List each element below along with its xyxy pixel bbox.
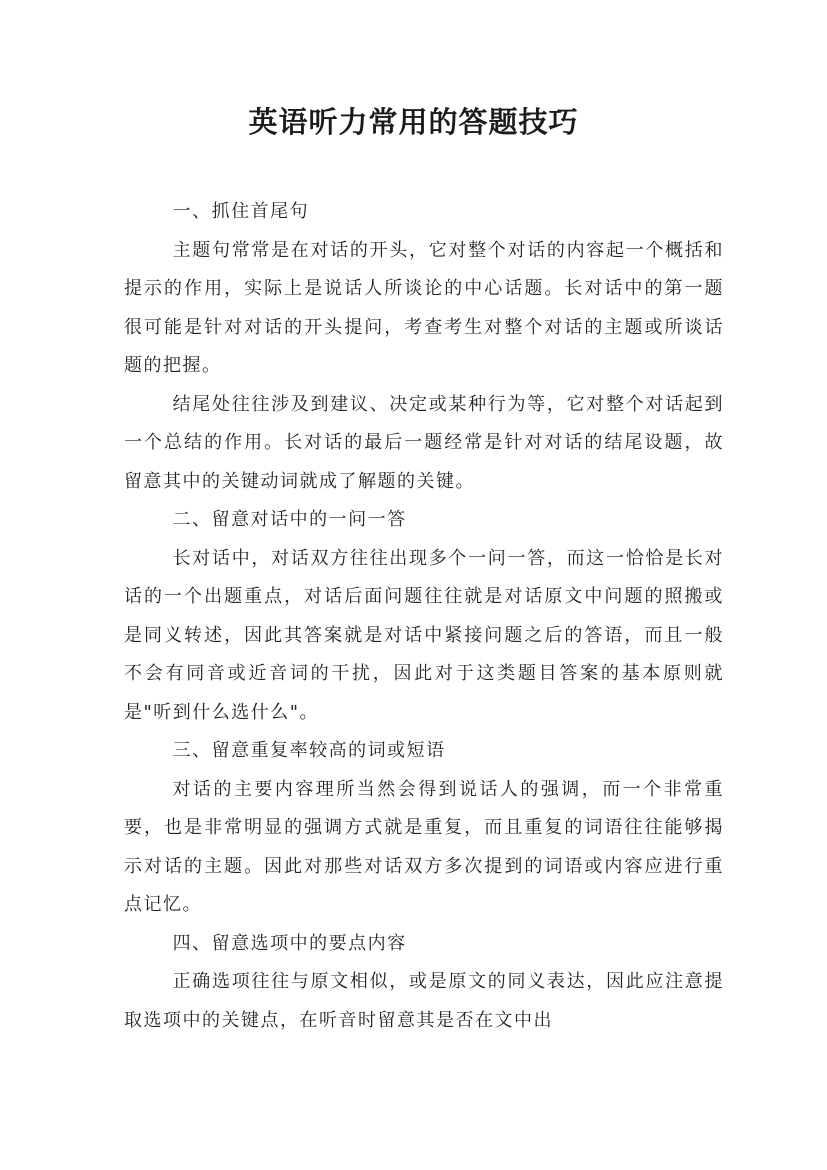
page-title: 英语听力常用的答题技巧 <box>248 105 579 139</box>
paragraph-3: 长对话中，对话双方往往出现多个一问一答，而这一恰恰是长对话的一个出题重点，对话后面问题往往就是对话原文中问题的照搬或是同义转述，因此其答案就是对话中紧接问题之后的答语，而且一般不会有同音或近音词的干扰，因此对于这类题目答案的基本原则就是"听到什么选什么"。 <box>124 547 724 723</box>
paragraph-2: 结尾处往往涉及到建议、决定或某种行为等，它对整个对话起到一个总结的作用。长对话的最后一题经常是针对对话的结尾设题，故留意其中的关键动词就成了解题的关键。 <box>124 393 724 492</box>
paragraph-1: 主题句常常是在对话的开头，它对整个对话的内容起一个概括和提示的作用，实际上是说话人所谈论的中心话题。长对话中的第一题很可能是针对对话的开头提问，考查考生对整个对话的主题或所谈话题的把握。 <box>124 239 724 376</box>
section-heading-4: 四、留意选项中的要点内容 <box>172 932 407 954</box>
section-heading-3: 三、留意重复率较高的词或短语 <box>172 740 446 761</box>
document-body <box>124 193 724 1040</box>
section-heading-2: 二、留意对话中的一问一答 <box>172 509 407 530</box>
section-heading-1: 一、抓住首尾句 <box>172 201 310 222</box>
paragraph-5: 正确选项往往与原文相似，或是原文的同义表达，因此应注意提取选项中的关键点，在听音时留意其是否在文中出 <box>124 971 724 1031</box>
paragraph-4: 对话的主要内容理所当然会得到说话人的强调，而一个非常重要，也是非常明显的强调方式就是重复，而且重复的词语往往能够揭示对话的主题。因此对那些对话双方多次提到的词语或内容应进行重点记忆。 <box>124 778 724 915</box>
